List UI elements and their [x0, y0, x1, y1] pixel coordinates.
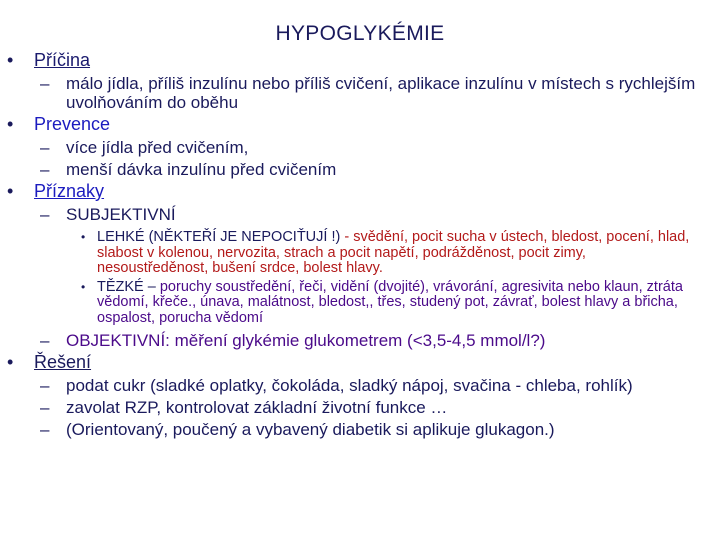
dash-icon: –: [40, 376, 50, 395]
subjective-label: SUBJEKTIVNÍ: [66, 205, 176, 224]
solution-item: [40, 398, 712, 417]
section-solution: [7, 352, 720, 373]
dash-icon: –: [40, 74, 50, 93]
cause-item-text: málo jídla, příliš inzulínu nebo příliš cvičení, aplikace inzulínu v místech s rychlejším uvolňováním do oběhu: [66, 74, 696, 112]
section-cause: [7, 50, 720, 71]
dash-icon: –: [40, 420, 50, 439]
dash-icon: –: [40, 398, 50, 417]
sub-bullet-icon: •: [81, 230, 86, 244]
prevention-item: [40, 160, 712, 179]
section-symptoms: [7, 181, 720, 202]
prevention-item-text: menší dávka inzulínu před cvičením: [66, 160, 337, 179]
cause-heading: Příčina: [34, 50, 91, 70]
bullet-icon: •: [7, 114, 14, 134]
dash-icon: –: [40, 331, 50, 350]
mild-text: - svědění, pocit sucha v ústech, bledost, pocení, hlad, slabost v kolenou, nervozita, strach a pocit napětí, podrážděnost, pocit zimy, nesoustředěnost, bušení srdce, bolest hlavy.: [97, 229, 690, 276]
prevention-heading: Prevence: [34, 114, 111, 134]
prevention-item-text: více jídla před cvičením,: [66, 138, 249, 157]
sub-bullet-icon: •: [81, 279, 86, 294]
dash-icon: –: [40, 160, 50, 179]
bullet-icon: •: [7, 352, 14, 372]
solution-item: [40, 420, 712, 439]
slide-content: [0, 48, 720, 439]
dash-icon: –: [40, 205, 50, 224]
bullet-icon: •: [7, 50, 14, 70]
symptoms-heading: Příznaky: [34, 181, 105, 201]
solution-item-text: zavolat RZP, kontrolovat základní životní funkce …: [66, 398, 448, 417]
mild-label: LEHKÉ (NĚKTEŘÍ JE NEPOCIŤUJÍ !): [97, 229, 341, 245]
severe-text: poruchy soustředění, řeči, vidění (dvojité), vrávorání, agresivita nebo klaun, ztráta vědomí, křeče., únava, malátnost, bledost,, třes, studený pot, závrať, bolest hlavy a břicha, ospalost, porucha vědomí: [97, 278, 683, 326]
severe-label: TĚZKÉ –: [97, 278, 156, 295]
solution-item: [40, 376, 712, 395]
solution-heading: Řešení: [34, 352, 92, 372]
solution-item-text: podat cukr (sladké oplatky, čokoláda, sladký nápoj, svačina - chleba, rohlík): [66, 376, 633, 395]
prevention-item: [40, 138, 712, 157]
symptoms-subjective: [40, 205, 712, 224]
bullet-icon: •: [7, 181, 14, 201]
dash-icon: –: [40, 138, 50, 157]
symptoms-objective: [40, 331, 712, 350]
cause-item: [40, 74, 712, 112]
slide-title: HYPOGLYKÉMIE: [275, 22, 445, 45]
objective-text: OBJEKTIVNÍ: měření glykémie glukometrem (<3,5-4,5 mmol/l?): [66, 331, 546, 350]
symptoms-mild: [81, 229, 700, 277]
section-prevention: [7, 114, 720, 135]
solution-item-text: (Orientovaný, poučený a vybavený diabetik si aplikuje glukagon.): [66, 420, 555, 439]
symptoms-severe: [81, 278, 700, 327]
